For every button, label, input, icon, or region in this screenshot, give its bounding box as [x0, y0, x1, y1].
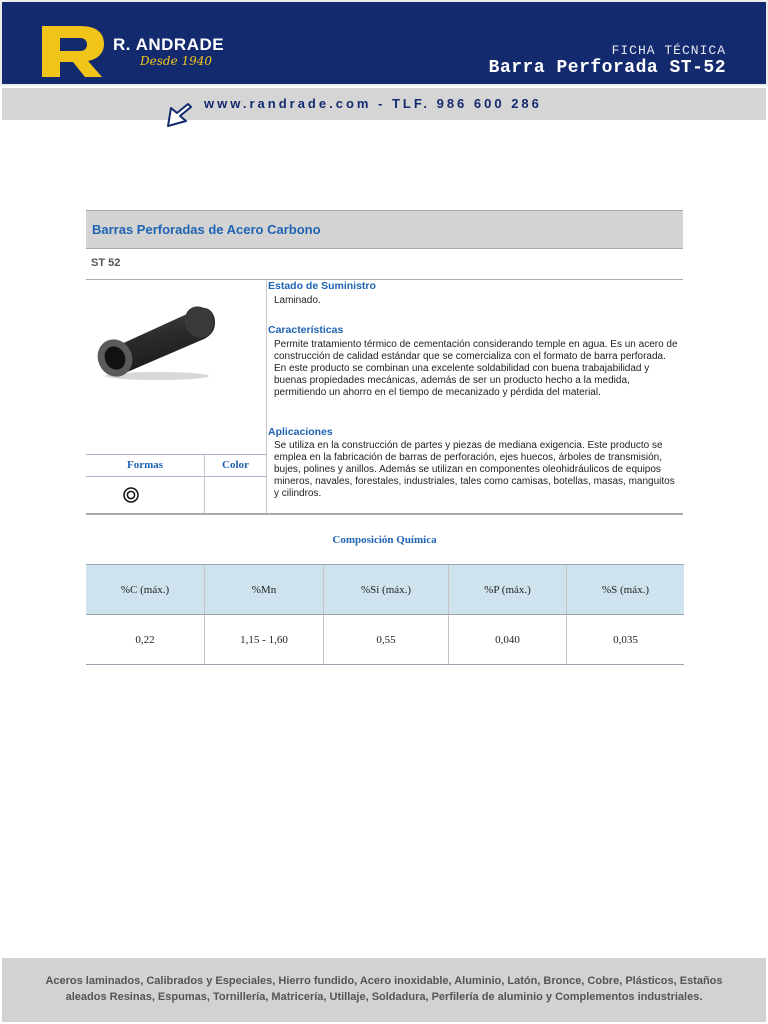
cursor-arrow-icon [166, 102, 194, 128]
forms-label: Formas [126, 459, 164, 471]
applications-section [268, 426, 680, 500]
footer-line: aleados Resinas, Espumas, Tornillería, Matricería, Utillaje, Soldadura, Perfilería de aluminio y Complementos industriales. [65, 991, 703, 1003]
table-header-cell: %Mn [205, 565, 324, 615]
table-cell: 0,22 [86, 615, 205, 665]
supply-state-section [268, 280, 680, 307]
divider [86, 454, 266, 455]
table-header-cell: %C (máx.) [86, 565, 205, 615]
table-cell: 0,55 [324, 615, 449, 665]
section-body: Laminado. [274, 295, 321, 306]
table-header-row [86, 565, 684, 615]
table-header-cell: %P (máx.) [449, 565, 567, 615]
divider [86, 513, 683, 515]
page-header [0, 0, 768, 111]
r-logo-icon [40, 24, 106, 79]
section-heading: Estado de Suministro [268, 280, 376, 292]
section-body: Se utiliza en la construcción de partes y piezas de mediana exigencia. Este producto se emplea en la fabricación de barras de perforación, ejes huecos, árboles de transmisión, bujes, polines y anillos. Además se utilizan en componentes oleohidráulicos de equipos mineros, navales, forestales, industriales, tales como camisas, botellas, masas, manguitos y cilindros. [274, 440, 675, 499]
ring-shape-icon [122, 486, 140, 504]
table-header-cell: %Si (máx.) [324, 565, 449, 615]
header-band [2, 2, 766, 84]
document-title: Barra Perforada ST-52 [488, 58, 726, 78]
product-image-cell [86, 280, 266, 454]
contact-bar [2, 88, 766, 120]
product-title: Barras Perforadas de Acero Carbono [92, 222, 321, 237]
product-panel [86, 210, 683, 515]
table-cell: 0,040 [449, 615, 567, 665]
steel-grade: ST 52 [91, 257, 121, 269]
composition-title: Composición Química [332, 534, 437, 546]
hollow-bar-image [94, 300, 220, 382]
table-header-cell: %S (máx.) [567, 565, 685, 615]
company-since: Desde 1940 [140, 54, 213, 68]
divider [266, 280, 267, 513]
table-cell: 1,15 - 1,60 [205, 615, 324, 665]
characteristics-section [268, 324, 680, 399]
section-heading: Características [268, 324, 344, 336]
contact-link[interactable]: www.randrade.com - TLF. 986 600 286 [204, 96, 542, 111]
footer-line: Aceros laminados, Calibrados y Especiales, Hierro fundido, Acero inoxidable, Aluminio, Latón, Bronce, Cobre, Plásticos, Estaños [45, 975, 723, 987]
footer-product-list [22, 973, 746, 1005]
table-cell: 0,035 [567, 615, 685, 665]
table-row [86, 615, 684, 665]
page-footer [2, 958, 766, 1022]
company-name: R. ANDRADE [113, 35, 225, 54]
divider [86, 476, 266, 477]
product-title-bar [86, 210, 683, 249]
section-heading: Aplicaciones [268, 426, 333, 438]
section-body: Permite tratamiento térmico de cementación considerando temple en agua. Es un acero de construcción de calidad estándar que se comercializa con el formato de barra perforada. En este producto se combinan una excelente soldabilidad con buena trabajabilidad y buenas propiedades mecánicas, además de ser un producto hecho a la medida, permitiendo un ahorro en el tiempo de mecanizado y pérdida del material. [274, 339, 678, 398]
composition-table [86, 564, 684, 665]
document-type: FICHA TÉCNICA [611, 43, 726, 58]
color-label: Color [222, 459, 249, 471]
